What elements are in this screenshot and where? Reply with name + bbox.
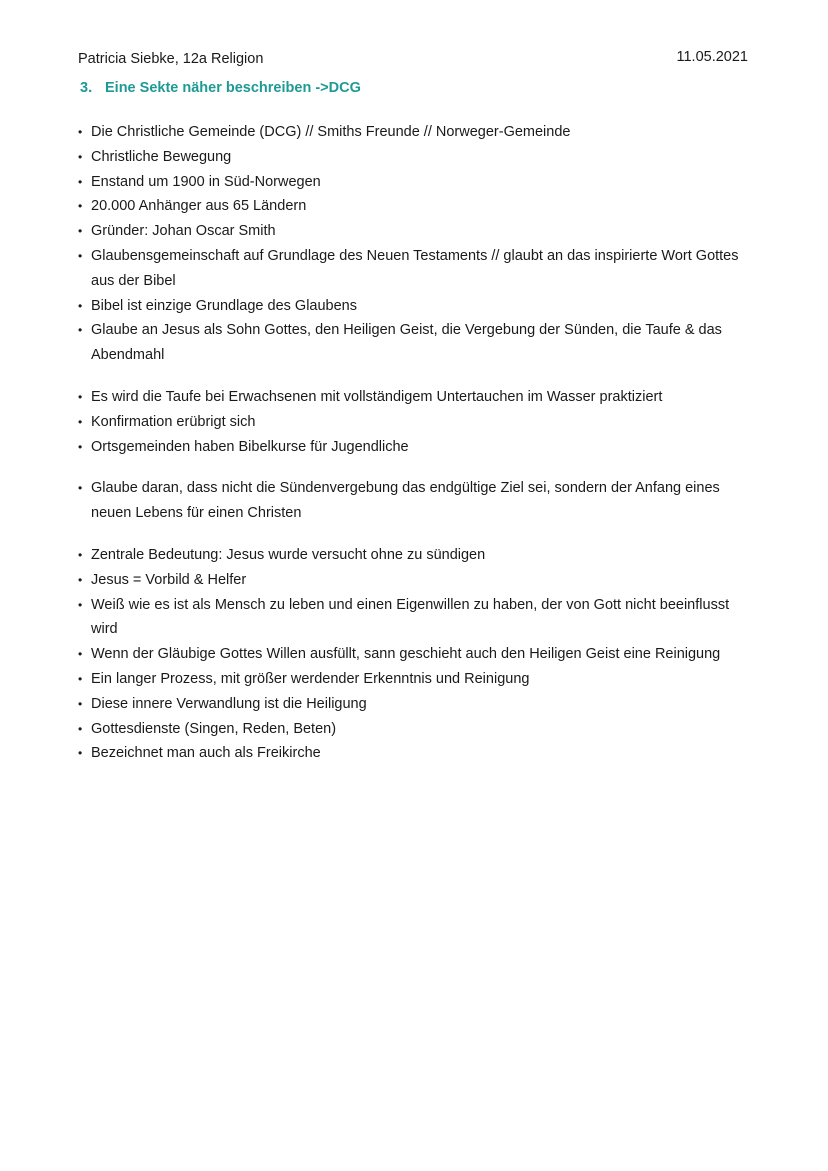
bullet-icon: • bbox=[78, 199, 83, 214]
list-item-text: Jesus = Vorbild & Helfer bbox=[91, 571, 247, 588]
list-item bbox=[78, 692, 750, 717]
list-item bbox=[78, 318, 750, 368]
list-item-text: Ortsgemeinden haben Bibelkurse für Jugendliche bbox=[91, 438, 409, 455]
list-item-text: Bezeichnet man auch als Freikirche bbox=[91, 745, 321, 762]
list-item bbox=[78, 410, 750, 435]
list-item bbox=[78, 145, 750, 170]
list-item bbox=[78, 717, 750, 742]
bullet-icon: • bbox=[78, 389, 83, 404]
list-item-text: Bibel ist einzige Grundlage des Glaubens bbox=[91, 297, 357, 314]
section-heading bbox=[80, 78, 361, 98]
section-title: Eine Sekte näher beschreiben ->DCG bbox=[105, 80, 361, 96]
list-item-text: Ein langer Prozess, mit größer werdender Erkenntnis und Reinigung bbox=[91, 670, 530, 687]
list-item-text: Glaubensgemeinschaft auf Grundlage des Neuen Testaments // glaubt an das inspirierte Wort Gottes aus der Bibel bbox=[91, 247, 739, 289]
bullet-icon: • bbox=[78, 597, 83, 612]
bullet-icon: • bbox=[78, 149, 83, 164]
list-item bbox=[78, 219, 750, 244]
list-item bbox=[78, 642, 750, 667]
list-item-text: Es wird die Taufe bei Erwachsenen mit vollständigem Untertauchen im Wasser praktiziert bbox=[91, 388, 663, 405]
bullet-icon: • bbox=[78, 439, 83, 454]
bullet-icon: • bbox=[78, 671, 83, 686]
bullet-icon: • bbox=[78, 323, 83, 338]
bullet-icon: • bbox=[78, 547, 83, 562]
list-item bbox=[78, 543, 750, 568]
list-item-text: Zentrale Bedeutung: Jesus wurde versucht ohne zu sündigen bbox=[91, 546, 486, 563]
bullet-icon: • bbox=[78, 248, 83, 263]
document-date: 11.05.2021 bbox=[676, 49, 748, 65]
list-item bbox=[78, 593, 750, 643]
list-item bbox=[78, 194, 750, 219]
list-item-text: Enstand um 1900 in Süd-Norwegen bbox=[91, 173, 321, 190]
list-item bbox=[78, 120, 750, 145]
list-item-text: 20.000 Anhänger aus 65 Ländern bbox=[91, 198, 307, 215]
list-item-text: Diese innere Verwandlung ist die Heiligung bbox=[91, 695, 367, 712]
bullet-icon: • bbox=[78, 696, 83, 711]
bullet-icon: • bbox=[78, 414, 83, 429]
list-item bbox=[78, 385, 750, 410]
bullet-list bbox=[78, 120, 750, 766]
bullet-icon: • bbox=[78, 572, 83, 587]
section-number: 3. bbox=[80, 80, 93, 96]
author-line: Patricia Siebke, 12a Religion bbox=[78, 51, 264, 67]
list-item-text: Glaube daran, dass nicht die Sündenvergebung das endgültige Ziel sei, sondern der Anfang eines neuen Lebens für einen Christen bbox=[91, 480, 720, 522]
bullet-icon: • bbox=[78, 481, 83, 496]
list-item-text: Die Christliche Gemeinde (DCG) // Smiths Freunde // Norweger-Gemeinde bbox=[91, 124, 571, 140]
bullet-icon: • bbox=[78, 298, 83, 313]
list-item bbox=[78, 294, 750, 319]
list-item-text: Weiß wie es ist als Mensch zu leben und einen Eigenwillen zu haben, der von Gott nicht beeinflusst wird bbox=[91, 596, 730, 638]
list-item-text: Gründer: Johan Oscar Smith bbox=[91, 223, 276, 240]
list-item bbox=[78, 244, 750, 294]
bullet-icon: • bbox=[78, 224, 83, 239]
bullet-icon: • bbox=[78, 125, 83, 139]
list-item-text: Glaube an Jesus als Sohn Gottes, den Heiligen Geist, die Vergebung der Sünden, die Taufe & das Abendmahl bbox=[91, 322, 722, 364]
list-item bbox=[78, 741, 750, 766]
list-item-text: Christliche Bewegung bbox=[91, 148, 232, 165]
list-item bbox=[78, 170, 750, 195]
list-item bbox=[78, 568, 750, 593]
list-item-text: Wenn der Gläubige Gottes Willen ausfüllt, sann geschieht auch den Heiligen Geist eine Reinigung bbox=[91, 646, 721, 663]
bullet-icon: • bbox=[78, 746, 83, 761]
bullet-icon: • bbox=[78, 721, 83, 736]
list-item bbox=[78, 476, 750, 526]
list-item-text: Gottesdienste (Singen, Reden, Beten) bbox=[91, 720, 337, 737]
list-item-text: Konfirmation erübrigt sich bbox=[91, 413, 256, 430]
list-item bbox=[78, 435, 750, 460]
bullet-icon: • bbox=[78, 647, 83, 662]
bullet-icon: • bbox=[78, 174, 83, 189]
list-item bbox=[78, 667, 750, 692]
